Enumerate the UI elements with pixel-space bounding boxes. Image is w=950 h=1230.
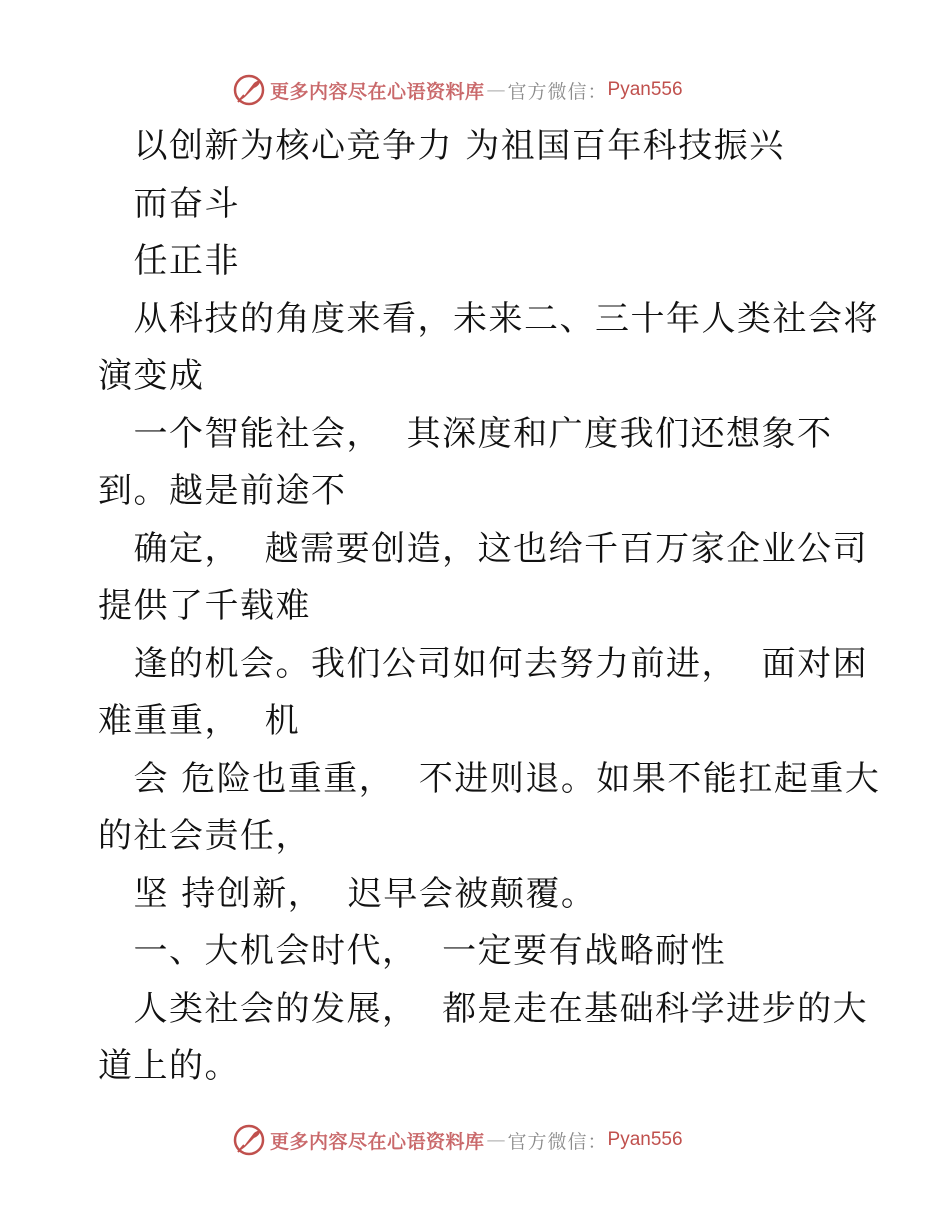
banner-wechat-label: 官方微信： (507, 80, 608, 103)
text-line: 道上的。 (98, 1046, 240, 1086)
text-line: 以创新为核心竞争力 为祖国百年科技振兴 (98, 126, 785, 166)
header-watermark (232, 70, 683, 110)
text-line: 演变成 (98, 356, 205, 396)
quill-logo-icon (232, 1123, 266, 1157)
text-line: 到。越是前途不 (98, 471, 347, 511)
banner-dash: — (486, 79, 506, 101)
text-line: 确定， 越需要创造，这也给千百万家企业公司 (98, 528, 869, 569)
text-line: 而奋斗 (98, 183, 240, 224)
text-line: 人类社会的发展， 都是走在基础科学进步的大 (98, 988, 869, 1029)
section-heading: 一、大机会时代， 一定要有战略耐性 (98, 931, 727, 971)
author-line: 任正非 (98, 241, 240, 281)
banner-brand-text: 更多内容尽在心语资料库 (270, 1130, 485, 1153)
text-line: 难重重， 机 (98, 701, 301, 741)
text-line: 一个智能社会， 其深度和广度我们还想象不 (98, 413, 833, 454)
text-line: 提供了千载难 (98, 586, 311, 626)
text-line: 从科技的角度来看，未来二、三十年人类社会将 (98, 298, 879, 339)
banner-wechat-handle: Pyan556 (607, 1129, 683, 1150)
banner-wechat-label: 官方微信： (507, 1130, 608, 1153)
text-line: 的社会责任， (98, 816, 311, 856)
text-line: 逢的机会。我们公司如何去努力前进， 面对困 (98, 643, 869, 684)
text-line: 会 危险也重重， 不进则退。如果不能扛起重大 (98, 758, 881, 799)
banner-dash: — (486, 1129, 506, 1151)
text-line: 坚 持创新， 迟早会被颠覆。 (98, 873, 597, 914)
document-body (98, 118, 881, 1096)
footer-watermark (232, 1120, 683, 1160)
banner-brand-text: 更多内容尽在心语资料库 (270, 80, 485, 103)
banner-wechat-handle: Pyan556 (607, 79, 683, 100)
quill-logo-icon (232, 73, 266, 107)
